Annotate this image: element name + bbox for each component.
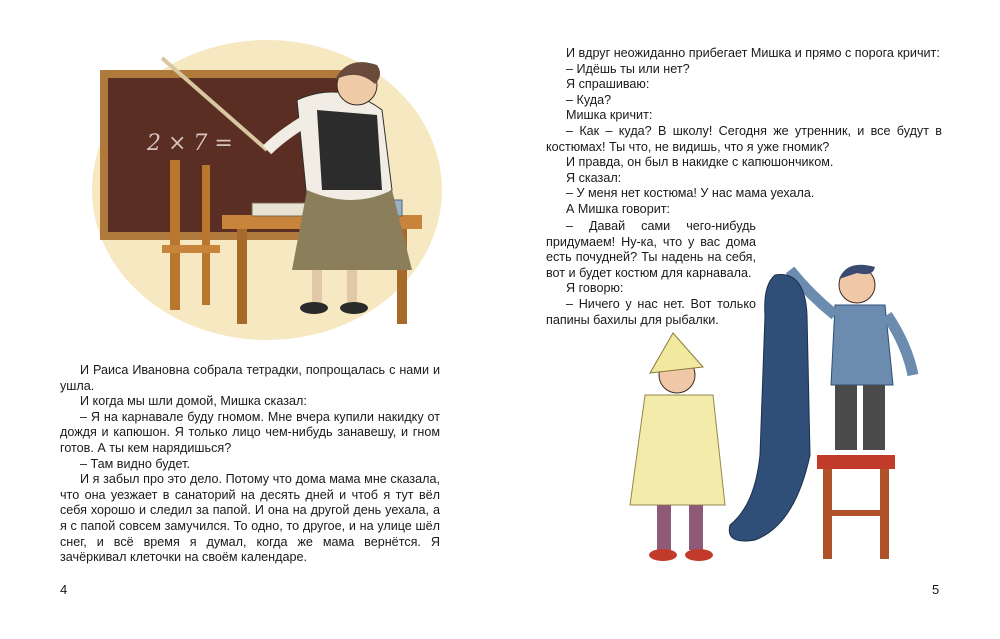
raincoat-hood xyxy=(650,333,703,373)
small-boy-shoe-left xyxy=(649,549,677,561)
teacher-illustration-svg xyxy=(92,40,442,340)
right-page xyxy=(500,0,1000,639)
paragraph: А Мишка говорит: xyxy=(566,201,670,216)
paragraph: И правда, он был в накидке с капюшончиком. xyxy=(566,155,834,170)
boy-shirt xyxy=(831,305,893,385)
blackboard-text: 2 × 7 = xyxy=(147,131,233,156)
fishing-waders xyxy=(729,275,810,542)
paragraph: – Там видно будет. xyxy=(80,456,190,471)
paragraph: Я спрашиваю: xyxy=(566,77,650,92)
teacher-illustration xyxy=(92,40,442,340)
page-number: 5 xyxy=(932,582,940,597)
paragraph: И вдруг неожиданно прибегает Мишка и прямо с порога кричит: xyxy=(566,46,940,60)
small-boy-shoe-right xyxy=(685,549,713,561)
paragraph: Мишка кричит: xyxy=(566,108,653,123)
boy-leg-right xyxy=(863,385,885,450)
small-boy-leg-right xyxy=(689,505,703,550)
left-page-text xyxy=(60,363,440,566)
chair-seat xyxy=(162,245,220,253)
teacher-leg-left xyxy=(312,270,322,305)
boy-leg-left xyxy=(835,385,857,450)
paragraph: Я говорю: xyxy=(566,281,624,296)
boys-illustration-svg xyxy=(595,255,940,575)
chair-back-right xyxy=(202,165,210,305)
teacher-shoe-right xyxy=(340,302,368,314)
raincoat xyxy=(630,395,725,505)
paragraph: – Как – куда? В школу! Сегодня же утренник, и все будут в костюмах! Ты что, не видишь, что я уже гномик? xyxy=(546,123,942,154)
boys-illustration xyxy=(595,255,940,575)
stool-rung xyxy=(827,510,885,516)
teacher-shoe-left xyxy=(300,302,328,314)
teacher-leg-right xyxy=(347,270,357,305)
stool-top xyxy=(817,455,895,469)
paragraph: – У меня нет костюма! У нас мама уехала. xyxy=(566,186,815,201)
chair-back-left xyxy=(170,160,180,310)
desk-leg-left xyxy=(237,229,247,324)
right-page-text-top xyxy=(546,46,942,218)
paragraph: И когда мы шли домой, Мишка сказал: xyxy=(80,394,307,409)
paragraph: И я забыл про это дело. Потому что дома мама мне сказала, что она уезжает в санаторий на десять дней и чтоб я тут вёл себя хорошо и следил за папой. И она на другой день уехала, а я с папой совсем замучился. То одно, то другое, и на улице шёл снег, и всё время я думал, когда же мама вернётся. Я зачёркивал клеточки на своём календаре. xyxy=(60,472,440,565)
paragraph: – Идёшь ты или нет? xyxy=(566,61,690,76)
books-stack xyxy=(252,203,307,216)
paragraph: И Раиса Ивановна собрала тетрадки, попрощалась с нами и ушла. xyxy=(60,363,440,393)
paragraph: – Куда? xyxy=(566,92,612,107)
paragraph: – Ничего у нас нет. Вот только папины бахилы для рыбалки. xyxy=(546,296,756,327)
small-boy-leg-left xyxy=(657,505,671,550)
teacher-vest xyxy=(317,110,382,190)
paragraph: – Давай сами чего-нибудь придумаем! Ну-ка, что у вас дома есть почудней? Ты надень на себя, вот и будет костюм для карнавала. xyxy=(546,219,756,280)
paragraph: – Я на карнавале буду гномом. Мне вчера купили накидку от дождя и капюшон. Я только лицо чем-нибудь занавешу, и гном готов. А ты кем нарядишься? xyxy=(60,409,440,455)
page-number: 4 xyxy=(60,582,68,597)
paragraph: Я сказал: xyxy=(566,170,622,185)
teacher-skirt xyxy=(292,190,412,270)
